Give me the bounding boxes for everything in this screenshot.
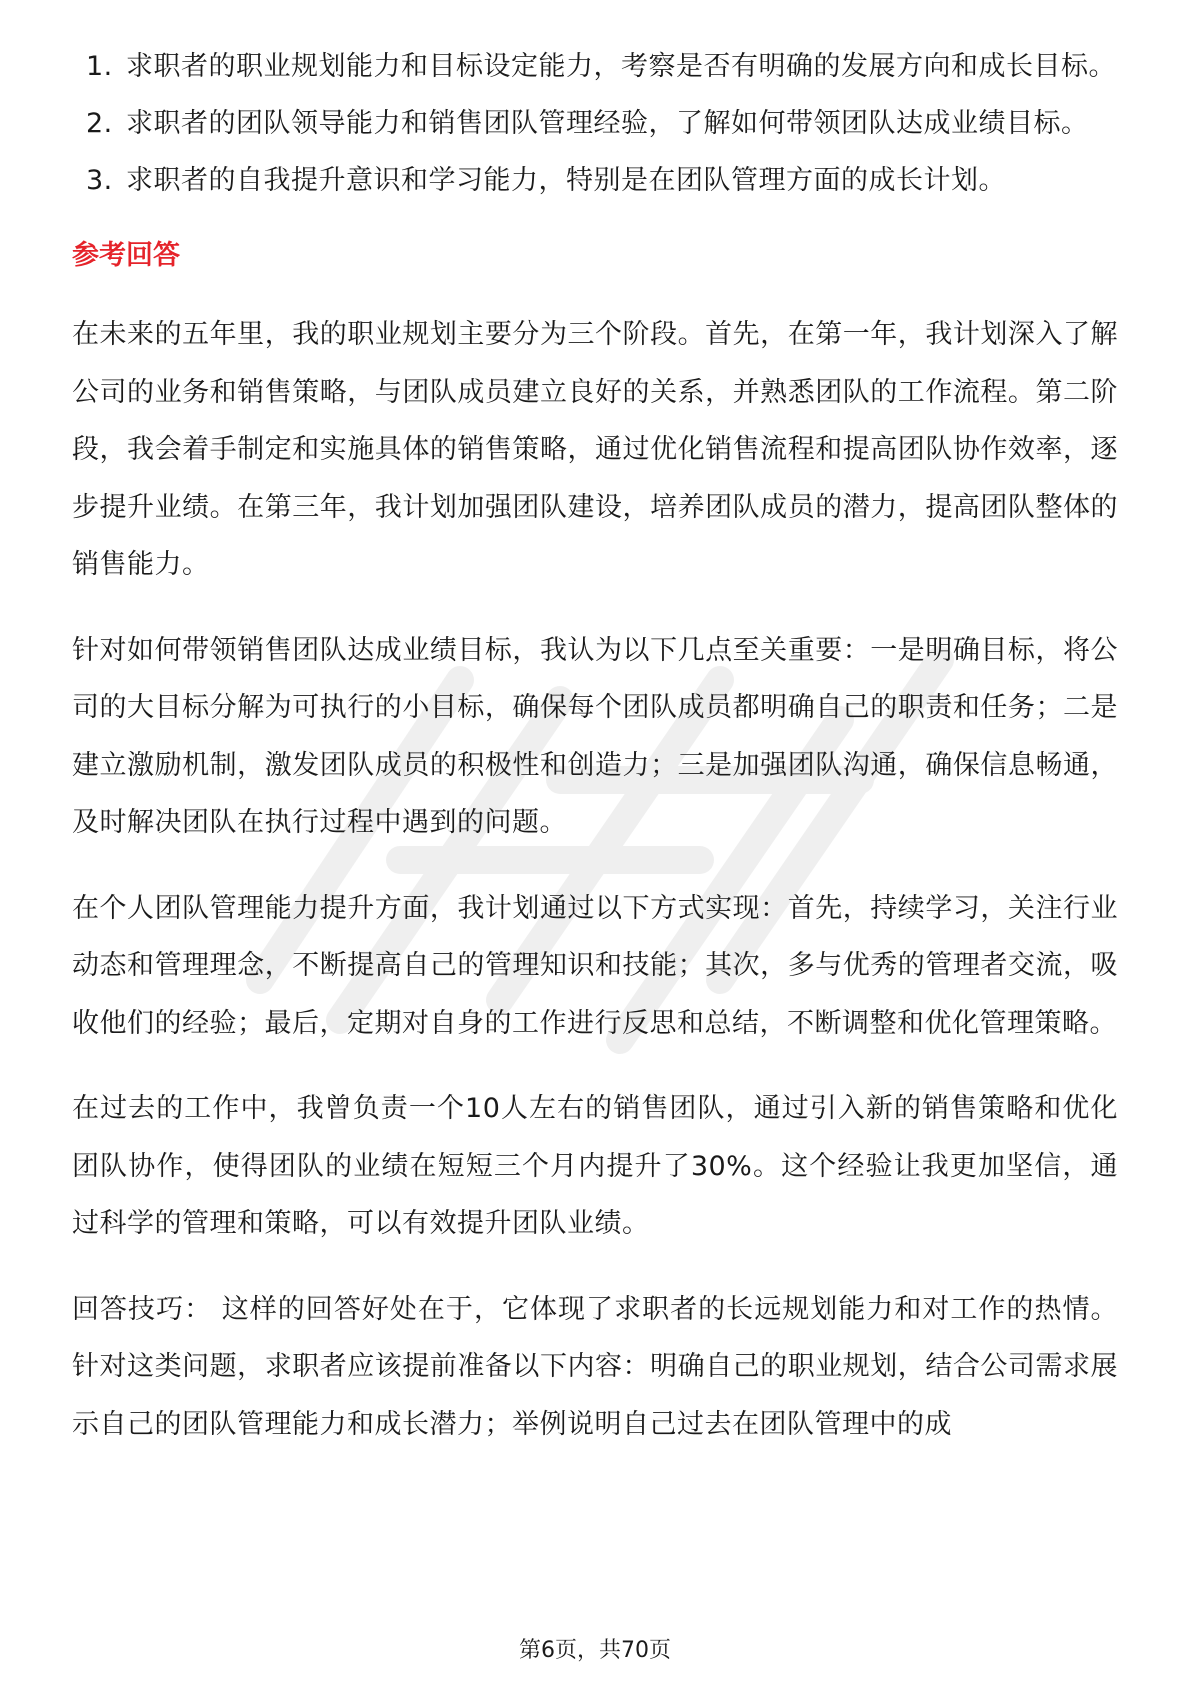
answer-paragraph: 在个人团队管理能力提升方面，我计划通过以下方式实现：首先，持续学习，关注行业动态和管理理念，不断提高自己的管理知识和技能；其次，多与优秀的管理者交流，吸收他们的经验；最后，定期对自身的工作进行反思和总结，不断调整和优化管理策略。 [72, 892, 1118, 1039]
list-item-text: 求职者的自我提升意识和学习能力，特别是在团队管理方面的成长计划。 [126, 165, 1006, 196]
answer-paragraph: 针对如何带领销售团队达成业绩目标，我认为以下几点至关重要：一是明确目标，将公司的大目标分解为可执行的小目标，确保每个团队成员都明确自己的职责和任务；二是建立激励机制，激发团队成员的积极性和创造力；三是加强团队沟通，确保信息畅通，及时解决团队在执行过程中遇到的问题。 [72, 634, 1118, 838]
list-item [72, 95, 1118, 152]
list-item [72, 152, 1118, 209]
answer-paragraph: 在过去的工作中，我曾负责一个10人左右的销售团队，通过引入新的销售策略和优化团队协作，使得团队的业绩在短短三个月内提升了30%。这个经验让我更加坚信，通过科学的管理和策略，可以有效提升团队业绩。 [72, 1093, 1118, 1239]
list-item-text: 求职者的职业规划能力和目标设定能力，考察是否有明确的发展方向和成长目标。 [126, 51, 1116, 82]
list-item-number: 2. [86, 108, 113, 139]
answer-paragraph: 在未来的五年里，我的职业规划主要分为三个阶段。首先，在第一年，我计划深入了解公司的业务和销售策略，与团队成员建立良好的关系，并熟悉团队的工作流程。第二阶段，我会着手制定和实施具体的销售策略，通过优化销售流程和提高团队协作效率，逐步提升业绩。在第三年，我计划加强团队建设，培养团队成员的潜力，提高团队整体的销售能力。 [72, 319, 1118, 580]
list-item-number: 3. [86, 165, 113, 196]
content-area [72, 38, 1118, 1481]
section-heading: 参考回答 [72, 240, 180, 271]
page-number-footer: 第6页，共70页 [519, 1638, 671, 1663]
list-item [72, 38, 1118, 95]
question-points-list [72, 38, 1118, 209]
list-item-number: 1. [86, 51, 113, 82]
answer-tips-paragraph: 回答技巧： 这样的回答好处在于，它体现了求职者的长远规划能力和对工作的热情。针对这类问题，求职者应该提前准备以下内容：明确自己的职业规划，结合公司需求展示自己的团队管理能力和成长潜力；举例说明自己过去在团队管理中的成 [72, 1293, 1118, 1440]
list-item-text: 求职者的团队领导能力和销售团队管理经验，了解如何带领团队达成业绩目标。 [126, 108, 1089, 139]
